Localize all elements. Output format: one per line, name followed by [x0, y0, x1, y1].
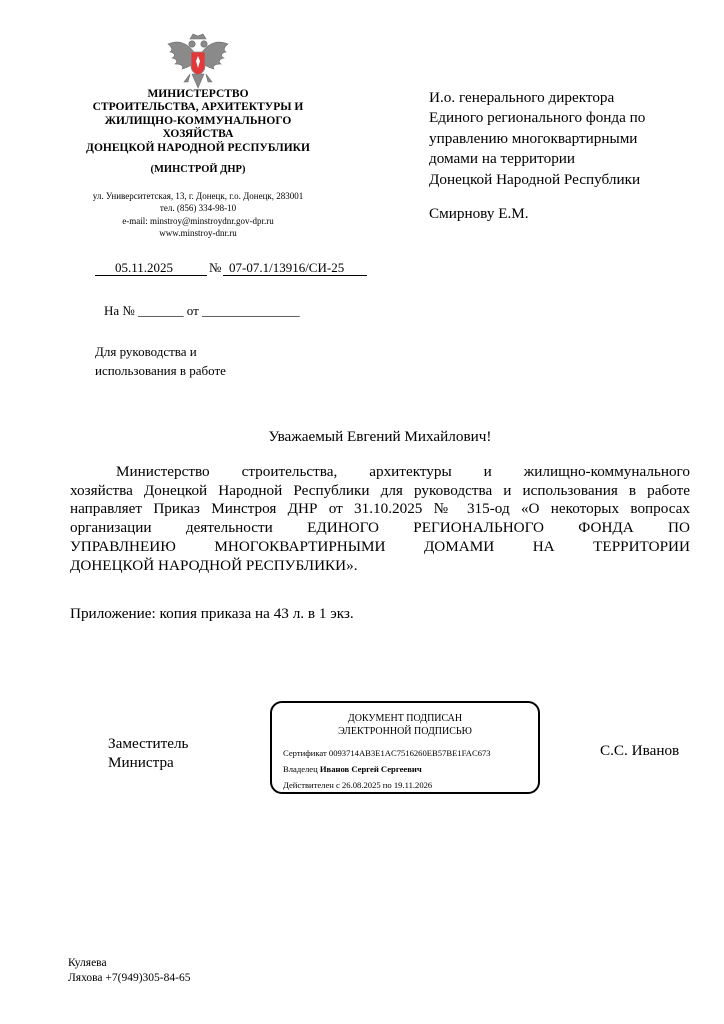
- stamp-title: [272, 712, 538, 738]
- addressee-line: Донецкой Народной Республики: [429, 170, 641, 188]
- attachment-note: Приложение: копия приказа на 43 л. в 1 экз.: [70, 605, 354, 622]
- addressee-line: домами на территории: [429, 150, 576, 168]
- body-line: УПРАВЛНЕИЮ МНОГОКВАРТИРНЫМИ ДОМАМИ НА ТЕРРИТОРИИ: [70, 537, 690, 555]
- position-line: Заместитель: [108, 735, 189, 752]
- phone-text: тел. (856) 334-98-10: [159, 203, 237, 214]
- body-line: организации деятельности ЕДИНОГО РЕГИОНАЛЬНОГО ФОНДА ПО: [70, 519, 690, 537]
- stamp-validity: Действителен с 26.08.2025 по 19.11.2026: [283, 780, 433, 790]
- addressee-block: [429, 88, 699, 190]
- ministry-line: ДОНЕЦКОЙ НАРОДНОЙ РЕСПУБЛИКИ: [86, 141, 310, 154]
- signer-name: С.С. Иванов: [600, 742, 680, 759]
- coat-of-arms-icon: [164, 30, 232, 90]
- purpose-line: Для руководства и: [95, 344, 197, 359]
- registration-date: 05.11.2025: [115, 260, 174, 275]
- ministry-line: ЖИЛИЩНО-КОММУНАЛЬНОГО: [104, 114, 292, 127]
- addressee-line: Единого регионального фонда по: [429, 109, 646, 127]
- number-sign: №: [209, 260, 222, 275]
- body-line: ДОНЕЦКОЙ НАРОДНОЙ РЕСПУБЛИКИ».: [70, 556, 358, 574]
- registration-number: 07-07.1/13916/СИ-25: [229, 260, 345, 275]
- letter-body: [70, 463, 690, 575]
- addressee-name: Смирнову Е.М.: [429, 205, 529, 222]
- address-text: ул. Университетская, 13, г. Донецк, г.о. Донецк, 283001: [92, 191, 304, 201]
- ministry-line: СТРОИТЕЛЬСТВА, АРХИТЕКТУРЫ И: [92, 101, 304, 114]
- stamp-owner-name: Иванов Сергей Сергеевич: [319, 764, 422, 774]
- body-line: направляет Приказ Минстроя ДНР от 31.10.2025 № 315-од «О некоторых вопросах: [70, 500, 690, 518]
- stamp-title-line: ДОКУМЕНТ ПОДПИСАН: [347, 713, 463, 724]
- body-line: хозяйства Донецкой Народной Республики для руководства и использования в работе: [70, 481, 690, 499]
- purpose-line: использования в работе: [95, 362, 226, 378]
- addressee-line: И.о. генерального директора: [429, 89, 615, 106]
- signer-position: [108, 734, 188, 772]
- electronic-signature-stamp: [270, 701, 540, 794]
- ministry-line: МИНИСТЕРСТВО: [147, 88, 249, 100]
- salutation: Уважаемый Евгений Михайлович!: [268, 428, 492, 445]
- body-line: Министерство строительства, архитектуры и жилищно-коммунального: [116, 463, 690, 480]
- stamp-owner-label: Владелец: [283, 764, 320, 774]
- website-link[interactable]: www.minstroy-dnr.ru: [159, 228, 237, 239]
- stamp-owner: [283, 764, 422, 774]
- stamp-title-line: ЭЛЕКТРОННОЙ ПОДПИСЬЮ: [338, 726, 472, 737]
- purpose-note: [95, 343, 275, 380]
- ministry-name: [60, 88, 336, 155]
- email-link[interactable]: e-mail: minstroy@minstroydnr.gov-dpr.ru: [122, 215, 274, 226]
- ministry-line: ХОЗЯЙСТВА: [162, 128, 234, 141]
- addressee-line: управлению многоквартирными: [429, 129, 638, 147]
- executor-line: Куляева: [68, 957, 107, 969]
- executor-line: Ляхова +7(949)305-84-65: [68, 972, 191, 984]
- stamp-certificate: Сертификат 0093714AB3E1AC7516260EB57BE1FAC673: [283, 748, 491, 758]
- reply-reference: На № _______ от _______________: [104, 303, 300, 318]
- registration-line: [95, 260, 367, 276]
- ministry-contacts: [60, 190, 336, 240]
- position-line: Министра: [108, 754, 174, 771]
- ministry-short-name: (МИНСТРОЙ ДНР): [150, 164, 246, 175]
- executor-info: [68, 956, 190, 986]
